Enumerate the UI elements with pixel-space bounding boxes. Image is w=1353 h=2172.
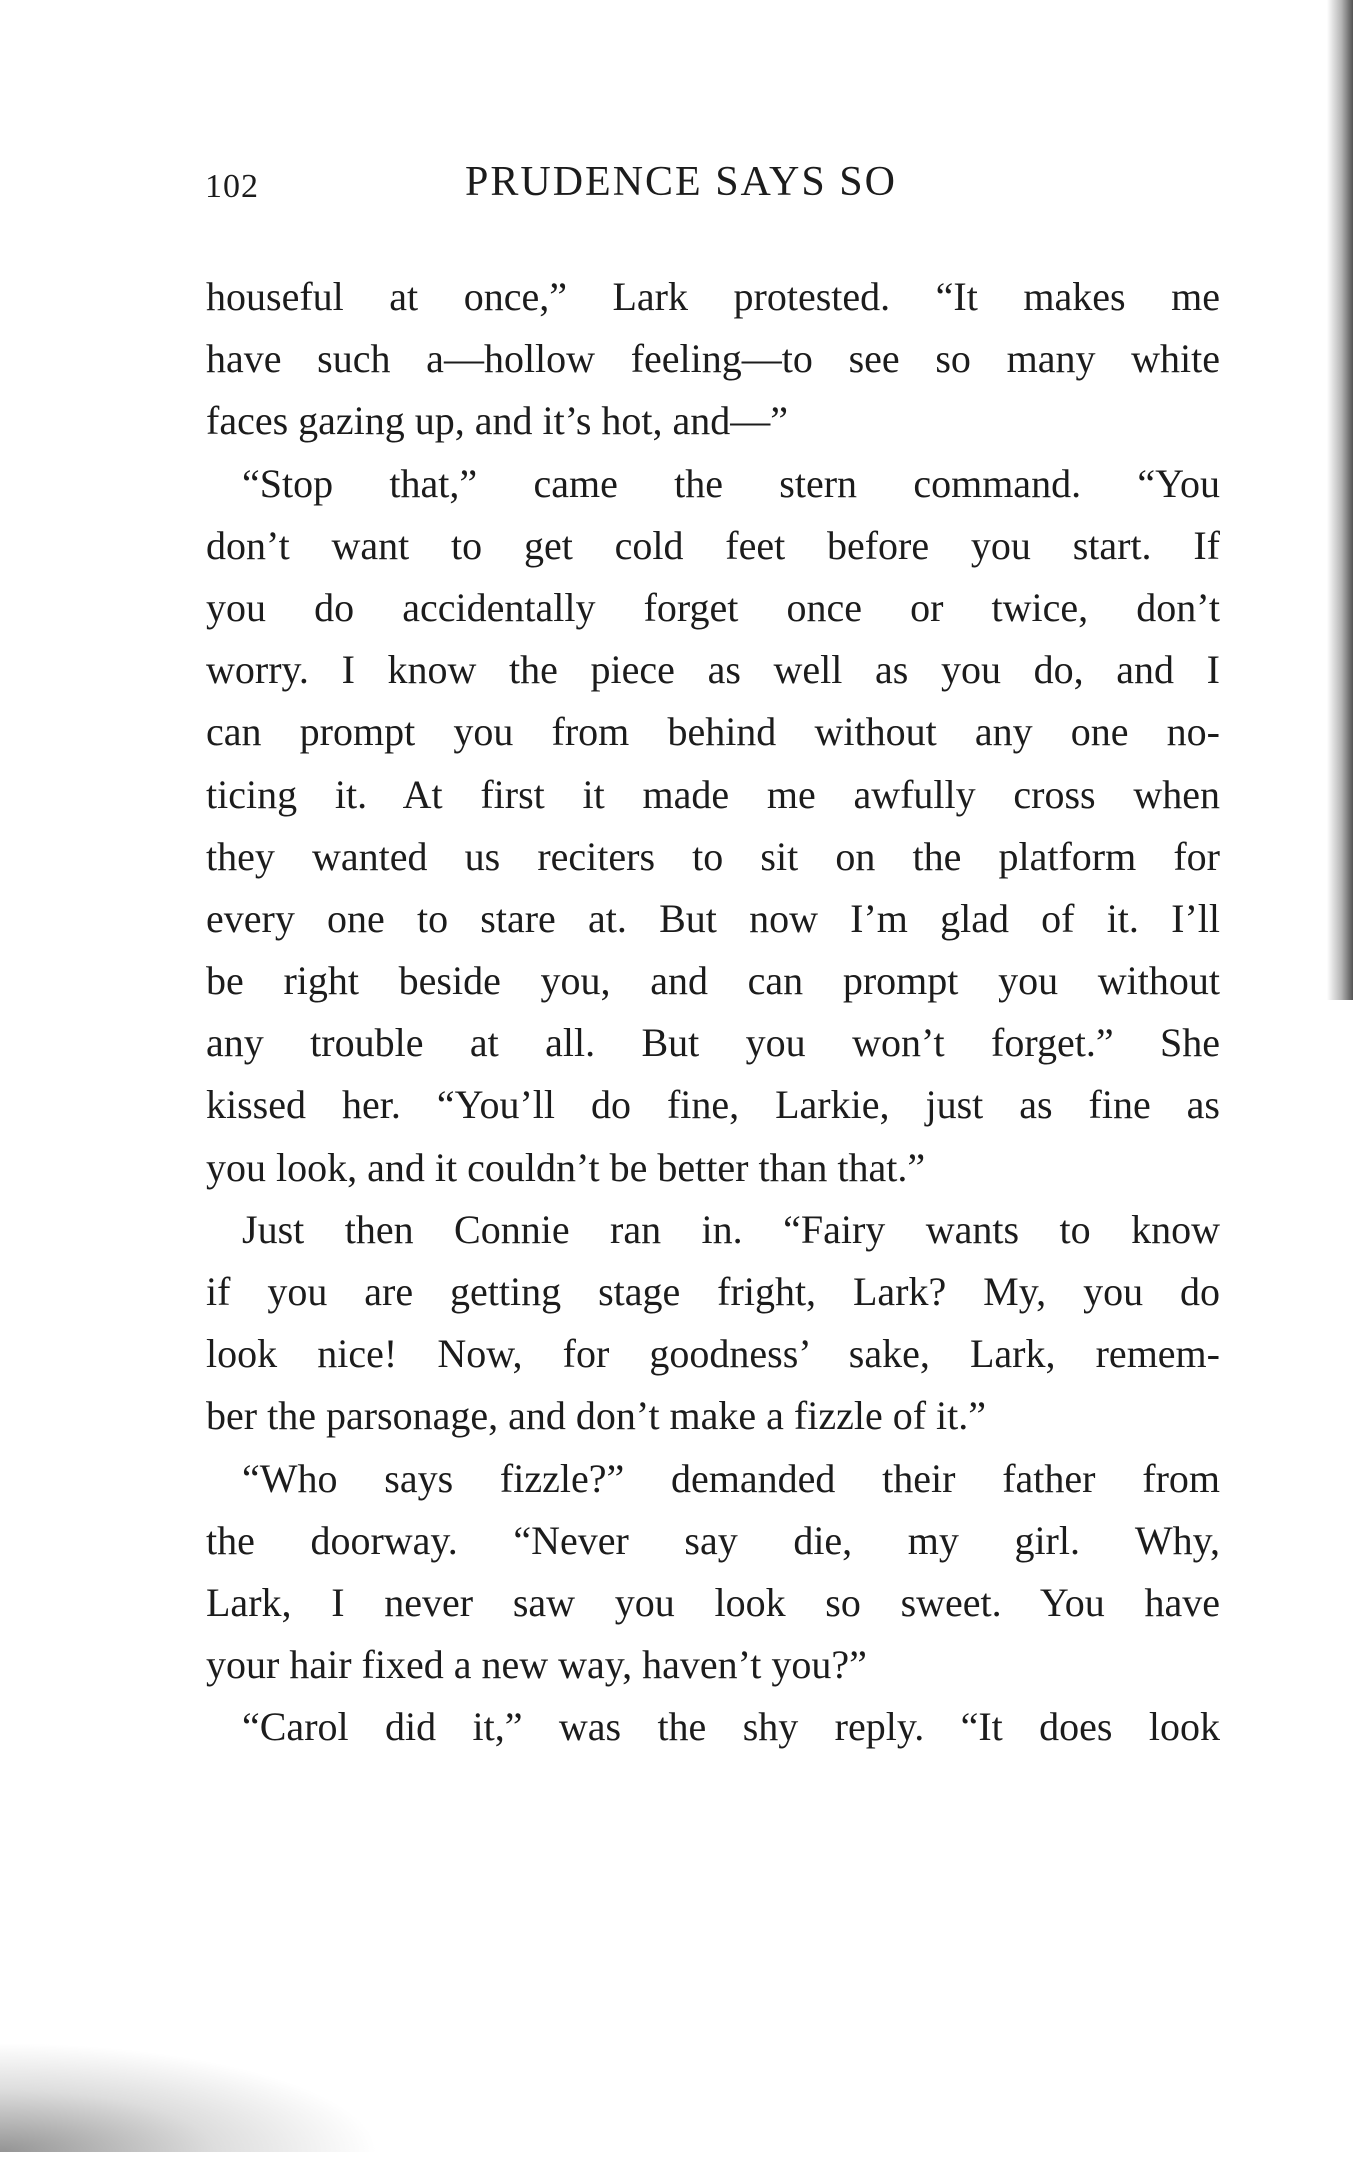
text-line: “Carol did it,” was the shy reply. “It does look	[242, 1704, 1220, 1750]
page-header	[205, 158, 1225, 218]
running-title: PRUDENCE SAYS SO	[465, 159, 897, 205]
text-line: you do accidentally forget once or twice, don’t	[206, 584, 1220, 630]
text-line: houseful at once,” Lark protested. “It makes me	[206, 274, 1220, 319]
text-line: ber the parsonage, and don’t make a fizzle of it.”	[206, 1393, 987, 1439]
text-line: your hair fixed a new way, haven’t you?”	[206, 1642, 867, 1688]
text-line: ticing it. At first it made me awfully cross when	[206, 771, 1220, 817]
scan-shadow-bottom	[0, 2042, 380, 2152]
text-line: you look, and it couldn’t be better than that.”	[206, 1144, 926, 1190]
scan-shadow-right	[1327, 0, 1353, 1000]
text-line: “Who says fizzle?” demanded their father from	[242, 1455, 1220, 1501]
body-text	[206, 266, 1220, 1759]
text-line: worry. I know the piece as well as you do, and I	[206, 647, 1220, 693]
text-line: they wanted us reciters to sit on the platform for	[206, 833, 1220, 879]
text-line: the doorway. “Never say die, my girl. Why,	[206, 1517, 1220, 1563]
text-line: Just then Connie ran in. “Fairy wants to know	[242, 1206, 1220, 1252]
page-number: 102	[205, 168, 259, 205]
text-line: any trouble at all. But you won’t forget.” She	[206, 1020, 1220, 1066]
text-line: look nice! Now, for goodness’ sake, Lark, remem-	[206, 1331, 1220, 1377]
text-line: don’t want to get cold feet before you start. If	[206, 522, 1220, 568]
text-line: “Stop that,” came the stern command. “You	[242, 460, 1220, 506]
text-line: if you are getting stage fright, Lark? My, you do	[206, 1269, 1220, 1314]
text-line: have such a—hollow feeling—to see so many white	[206, 336, 1220, 382]
text-line: Lark, I never saw you look so sweet. You have	[206, 1579, 1220, 1625]
text-line: faces gazing up, and it’s hot, and—”	[206, 398, 789, 444]
text-line: can prompt you from behind without any one no-	[206, 709, 1220, 755]
text-line: every one to stare at. But now I’m glad of it. I’ll	[206, 895, 1220, 941]
text-line: kissed her. “You’ll do fine, Larkie, just as fine as	[206, 1082, 1220, 1128]
text-line: be right beside you, and can prompt you without	[206, 958, 1220, 1004]
